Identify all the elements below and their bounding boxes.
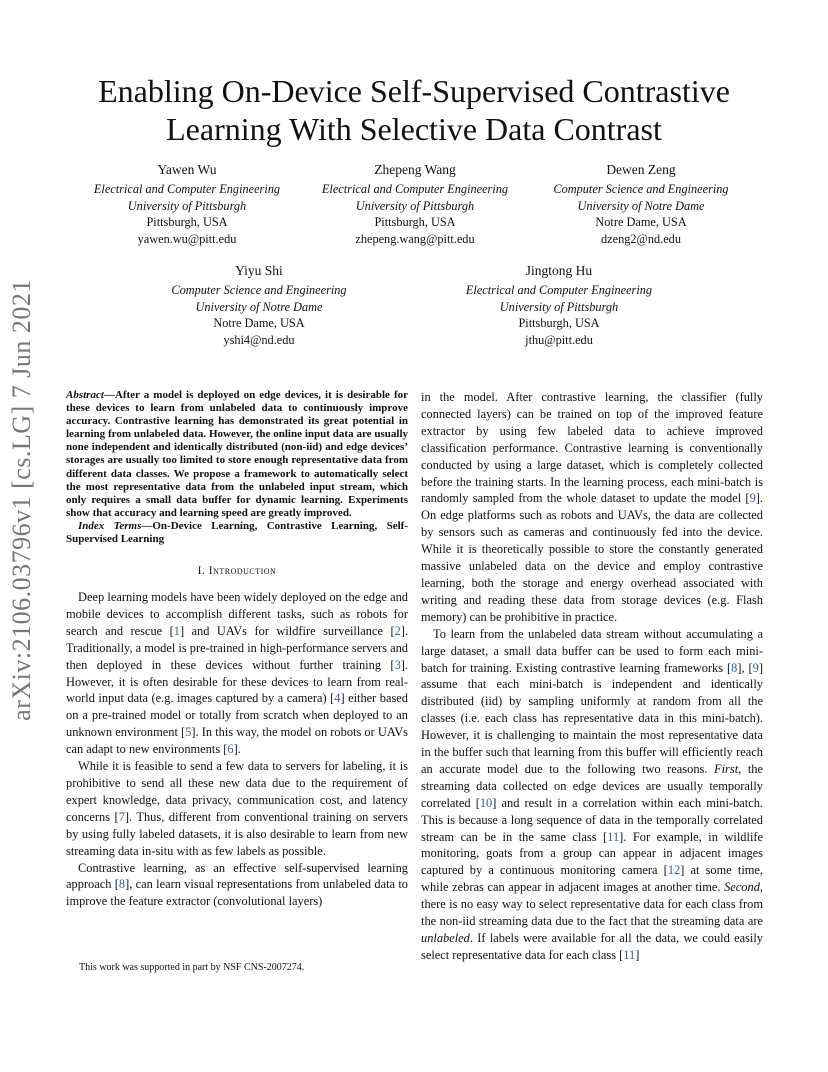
author-location: Pittsburgh, USA (374, 215, 456, 230)
index-terms-text: —On-Device Learning, Contrastive Learning, Self-Supervised Learning (66, 519, 408, 546)
text-run: , the streaming data collected on edge devices are usually temporally correlated [ (421, 761, 763, 810)
text-run: ]. Thus, different from conventional training on servers by using fully labeled datasets, it is also desirable to learn from new streaming data in-situ with as few labels as possible. (66, 809, 408, 858)
right-column (421, 389, 763, 964)
citation-link[interactable]: 11 (623, 947, 636, 962)
author-affiliation: Electrical and Computer Engineering (321, 181, 509, 196)
author-institution: University of Notre Dame (577, 198, 705, 213)
paragraph (66, 758, 408, 859)
text-run: ] (635, 947, 640, 962)
abstract-text: —After a model is deployed on edge devices, it is desirable for these devices to learn from unlabeled data to continuously improve accuracy. Contrastive learning has demonstrated its great potential in learning from unlabeled data. However, the online input data are usually none independent and identically distributed (non-iid) and edge devices’ storages are usually too limited to store enough representative data from different data classes. We propose a framework to automatically select the most representative data from the unlabeled input stream, which only requires a small data buffer for dynamic learning. Experiments show that accuracy and learning speed are greatly improved. (66, 389, 408, 519)
text-run: ] and UAVs for wildfire surveillance [ (179, 623, 395, 638)
author-block (526, 162, 756, 248)
author-location: Pittsburgh, USA (146, 215, 228, 230)
author-block (444, 263, 674, 349)
emphasis-text: First (714, 761, 739, 776)
author-email: dzeng2@nd.edu (601, 232, 681, 247)
citation-link[interactable]: 1 (173, 623, 180, 638)
index-terms-label: Index Terms (78, 519, 142, 532)
text-run: ]. For example, in wildlife monitoring, goats from a group can appear in adjacent images captured by a continuous monitoring camera [ (421, 829, 764, 878)
text-run: ]. However, it is often desirable for these devices to learn from real-world input data (e.g. images captured by a camera) [ (66, 657, 408, 706)
author-name: Jingtong Hu (525, 263, 593, 278)
arxiv-id: arXiv:2106.03796v1 [cs.LG] 7 Jun 2021 (7, 279, 36, 721)
citation-link[interactable]: 9 (749, 491, 756, 506)
left-column (66, 389, 408, 910)
citation-link[interactable]: 2 (394, 623, 401, 638)
arxiv-stamp (0, 279, 44, 721)
author-email: yawen.wu@pitt.edu (137, 232, 237, 247)
abstract-label: Abstract (66, 389, 104, 401)
text-run: ]. (233, 742, 241, 757)
text-run: To learn from the unlabeled data stream without accumulating a large dataset, a small data buffer can be used to form each mini-batch for training. Existing contrastive learning frameworks [ (421, 626, 763, 675)
text-run: While it is feasible to send a few data to servers for labeling, it is prohibitive to send all these new data due to the requirement of expert knowledge, data privacy, communication cost, and latency concerns [ (66, 759, 408, 824)
author-name: Yawen Wu (157, 162, 217, 177)
author-institution: University of Pittsburgh (127, 198, 247, 213)
author-email: yshi4@nd.edu (223, 333, 295, 348)
citation-link[interactable]: 10 (479, 795, 493, 810)
author-institution: University of Notre Dame (195, 299, 323, 314)
citation-link[interactable]: 11 (607, 829, 620, 844)
author-name: Zhepeng Wang (374, 162, 456, 177)
text-run: ] at some time, while zebras can appear in adjacent images at another time. (421, 863, 764, 895)
citation-link[interactable]: 4 (334, 691, 341, 706)
section-heading: I. Introduction (197, 565, 277, 578)
author-affiliation: Electrical and Computer Engineering (465, 282, 653, 297)
paragraph (421, 626, 763, 964)
text-run: ]. On edge platforms such as robots and UAVs, the data are collected by sensors such as cameras and continuously fed into the device. While it is theoretically possible to store the constantly generated massive unlabeled data on the device and employ contrastive learning, both the storage and energy overhead associated with writing and reading these data from storage devices (e.g. Flash memory) can be prohibitive in practice. (421, 491, 763, 624)
paragraph (66, 589, 408, 758)
footnote: This work was supported in part by NSF CNS-2007274. (79, 962, 305, 973)
emphasis-text: unlabeled (421, 931, 470, 945)
author-location: Notre Dame, USA (595, 215, 687, 230)
author-name: Yiyu Shi (235, 263, 283, 278)
author-email: jthu@pitt.edu (525, 333, 593, 348)
citation-link[interactable]: 9 (752, 660, 759, 675)
author-name: Dewen Zeng (606, 162, 676, 177)
author-institution: University of Pittsburgh (355, 198, 475, 213)
text-run: ] either based on a pre-trained model or totally from scratch when deployed to an unknown environment [ (66, 691, 408, 740)
text-run: ]. In this way, the model on robots or UAVs can adapt to new environments [ (66, 725, 408, 757)
author-email: zhepeng.wang@pitt.edu (355, 232, 475, 247)
text-run: ], [ (737, 660, 753, 675)
citation-link[interactable]: 8 (118, 877, 126, 892)
citation-link[interactable]: 3 (394, 657, 401, 672)
author-institution: University of Pittsburgh (499, 299, 619, 314)
paper-title: Enabling On-Device Self-Supervised Contrastive Learning With Selective Data Contrast (98, 73, 730, 147)
abstract (66, 389, 408, 520)
author-affiliation: Computer Science and Engineering (171, 282, 347, 297)
text-run: Deep learning models have been widely deployed on the edge and mobile devices to accomplish different tasks, such as robots for search and rescue [ (66, 590, 408, 638)
author-location: Pittsburgh, USA (518, 316, 600, 331)
citation-link[interactable]: 8 (731, 660, 738, 675)
author-affiliation: Computer Science and Engineering (553, 181, 729, 196)
author-block (300, 162, 530, 248)
text-run: ] assume that each mini-batch is independent and identically distributed (iid) by sampling uniformly at random from all the classes (i.e. each class has representative data in this mini-batch). However, it is challenging to maintain the most representative data in the buffer such that learning from this buffer will efficiently reach an accurate model due to the following two reasons. (421, 660, 763, 776)
left-body (66, 589, 408, 910)
author-affiliation: Electrical and Computer Engineering (93, 181, 281, 196)
paragraph (66, 860, 408, 911)
text-run: ] and result in a correlation within each mini-batch. This is because a long sequence of data in the temporally correlated stream can be in the same class [ (421, 795, 763, 844)
text-run: , there is no easy way to select representative data for each class from the non-iid streaming data due to the fact that the streaming data are (421, 880, 763, 929)
text-run: . If labels were available for all the data, we could easily select representative data for each class [ (421, 931, 763, 962)
right-body (421, 389, 763, 964)
author-location: Notre Dame, USA (213, 316, 305, 331)
paragraph (421, 389, 763, 626)
citation-link[interactable]: 12 (667, 863, 681, 878)
author-block (72, 162, 302, 248)
text-run: in the model. After contrastive learning, the classifier (fully connected layers) can be trained on top of the improved feature extractor by using few labeled data to achieve improved classification performance. Contrastive learning is conventionally conducted by using a large dataset, which is completely collected before the training starts. In the learning process, each mini-batch is randomly sampled from the whole dataset to update the model [ (421, 390, 763, 506)
index-terms (66, 520, 408, 546)
citation-link[interactable]: 6 (227, 742, 234, 757)
text-run: ]. Traditionally, a model is pre-trained in high-performance servers and then deployed in these devices without further training [ (66, 623, 409, 672)
author-block (144, 263, 374, 349)
text-run: Contrastive learning, as an effective self-supervised learning approach [ (66, 860, 408, 892)
citation-link[interactable]: 5 (185, 725, 192, 740)
text-run: ], can learn visual representations from unlabeled data to improve the feature extractor (convolutional layers) (66, 877, 408, 909)
emphasis-text: Second (724, 880, 760, 895)
citation-link[interactable]: 7 (118, 809, 125, 824)
